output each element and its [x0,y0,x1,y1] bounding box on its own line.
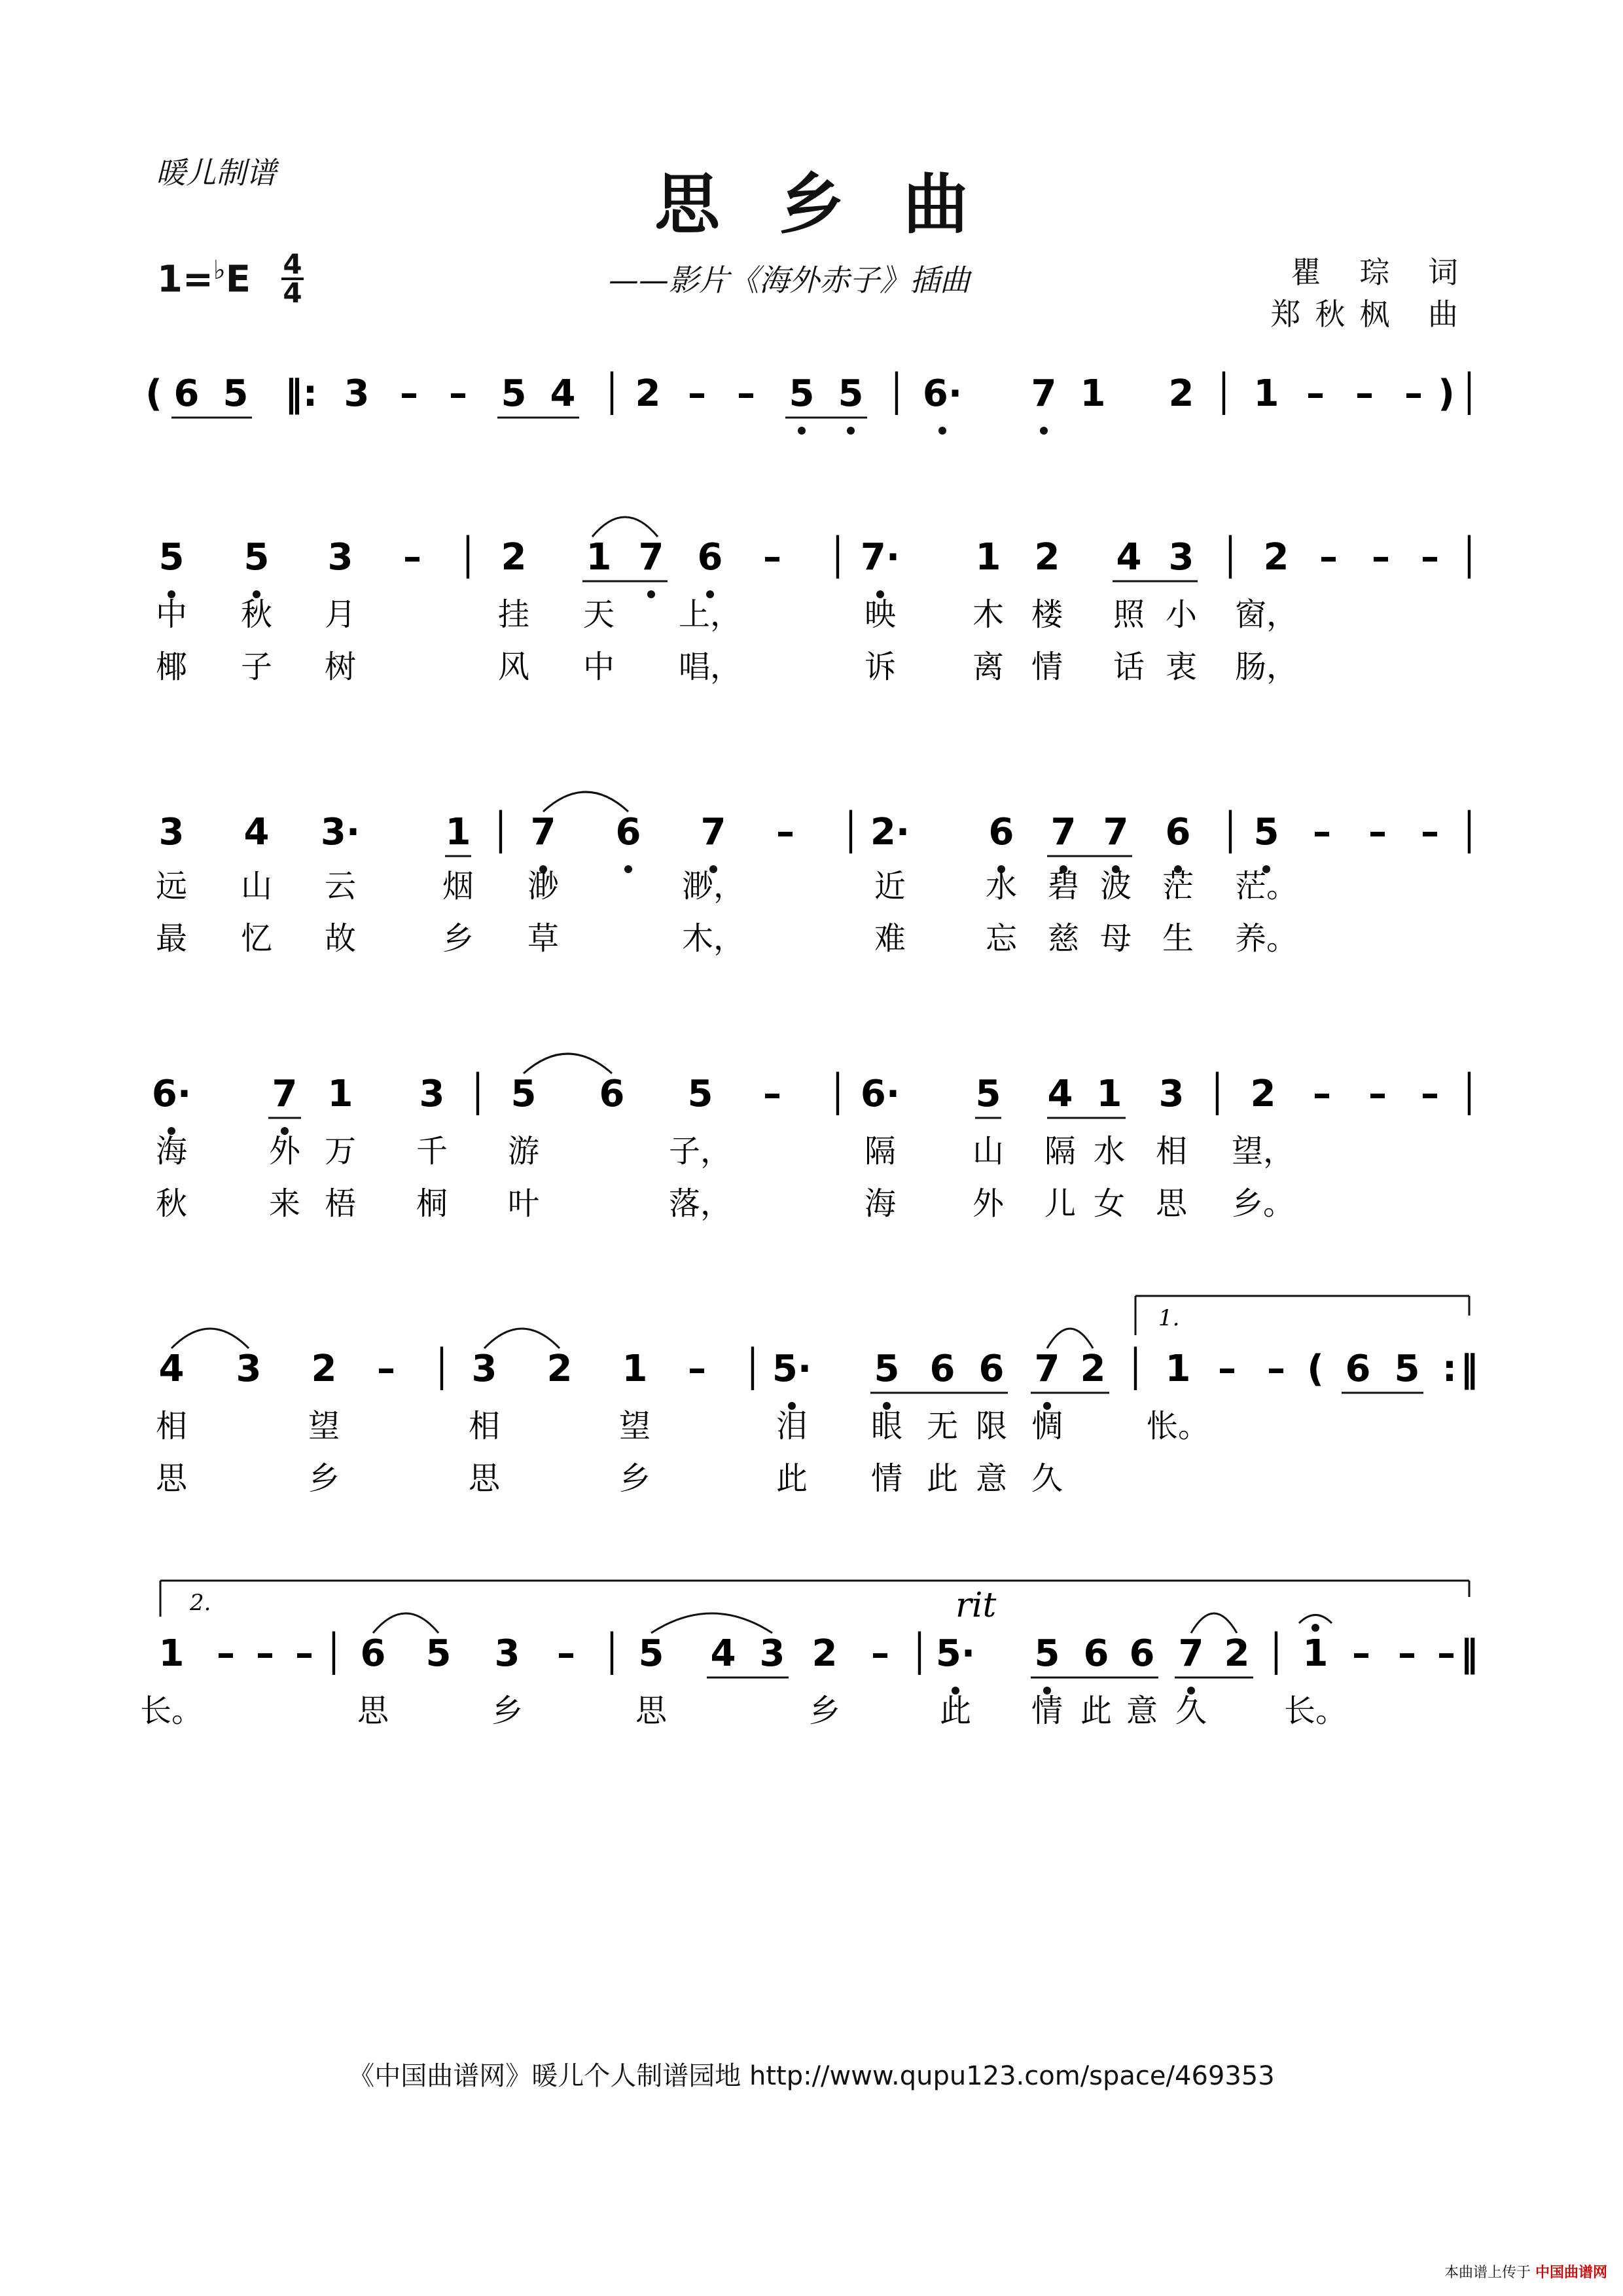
score-symbol: – [295,1632,313,1675]
song-subtitle: ——影片《海外赤子》插曲 [609,262,970,298]
lyric-char: 万 [324,1133,357,1170]
score-symbol: – [737,372,755,415]
score-symbol: – [763,1073,781,1115]
score-symbol: 6· [860,1073,901,1115]
score-symbol: 5 [425,1632,452,1675]
lyric-char: 长。 [139,1693,204,1729]
score-symbol: 1 [158,1632,185,1675]
score-symbol: 7 [638,536,664,579]
score-symbol: 1 [327,1073,353,1115]
score-symbol: 4 [1047,1073,1073,1115]
score-symbol: 4 [550,372,576,415]
score-symbol: 5 [243,536,270,579]
lyric-char: 最 [155,920,188,957]
lyric-char: 草 [527,920,560,957]
score-symbol: 2 [1168,372,1194,415]
score-symbol: – [688,1348,706,1390]
score-symbol: 1 [975,536,1001,579]
score-symbol: 5 [838,372,864,415]
score-symbol: 5 [789,372,815,415]
score-symbol: 3 [759,1632,785,1675]
score-symbol: │ [1265,1632,1287,1675]
score-symbol: 7 [1031,372,1057,415]
score-symbol: 3 [494,1632,520,1675]
score-symbol: │ [1219,536,1241,579]
lyric-char: 中 [155,596,188,633]
score-symbol: │ [601,372,623,415]
lyric-char: 木， [681,920,745,957]
octave-dot [647,590,655,598]
score-symbol: – [1306,372,1325,415]
score-symbol: 1 [1096,1073,1122,1115]
score-symbol: – [377,1348,395,1390]
octave-dot [1040,427,1048,435]
slur [543,792,628,812]
lyric-char: 此 [926,1460,959,1497]
lyric-char: 长。 [1283,1693,1347,1729]
lyric-char: 挂 [497,596,530,633]
score-symbol: 2 [1263,536,1289,579]
score-symbol: 3 [471,1348,497,1390]
score-symbol: 1 [1302,1632,1329,1675]
score-symbol: 5 [1253,811,1279,853]
score-symbol: – [1421,1073,1439,1115]
score-symbol: – [217,1632,235,1675]
score-symbol: │ [490,811,512,853]
lyric-char: 中 [582,649,615,685]
lyric-char: 来 [268,1185,301,1222]
score-symbol: 2 [1080,1348,1106,1390]
lyric-char: 情 [870,1460,903,1497]
lyric-char: 隔 [1044,1133,1077,1170]
score-symbol: – [449,372,467,415]
score-symbol: │ [1219,811,1241,853]
score-symbol: 6 [929,1348,955,1390]
lyric-char: 相 [468,1408,501,1444]
lyric-char: 海 [864,1185,897,1222]
score-symbol: 7 [530,811,556,853]
score-symbol: – [1355,372,1374,415]
lyric-char: 水 [985,868,1018,905]
slur [484,1329,560,1348]
score-symbol: 6 [988,811,1014,853]
score-symbol: 3· [320,811,361,853]
lyric-char: 故 [324,920,357,957]
lyric-char: 意 [975,1460,1008,1497]
lyric-char: 情 [1031,649,1063,685]
score-symbol: 2 [311,1348,337,1390]
score-symbol: 5 [510,1073,537,1115]
score-symbol: – [1404,372,1423,415]
lyric-char: 肠， [1234,649,1298,685]
score-symbol: 7 [1178,1632,1204,1675]
score-symbol: 5 [1034,1632,1060,1675]
score-symbol: – [1437,1632,1455,1675]
score-symbol: – [400,372,418,415]
score-symbol: 1 [1253,372,1279,415]
octave-dot [798,427,806,435]
score-symbol: │ [827,1073,849,1115]
lyric-char: 忆 [240,920,273,957]
score-symbol: 3 [1158,1073,1185,1115]
score-symbol: ( [1307,1348,1324,1390]
score-symbol: 4 [710,1632,736,1675]
lyric-char: 相 [1155,1133,1188,1170]
score-symbol: 6· [151,1073,192,1115]
score-symbol: │ [827,536,849,579]
time-signature: 4 4 [281,251,304,306]
lyric-char: 山 [240,868,273,905]
score-symbol: 3 [158,811,185,853]
lyric-char: 秋 [240,596,273,633]
lyric-char: 意 [1126,1693,1158,1729]
lyric-char: 近 [874,868,906,905]
score-symbol: 2 [1250,1073,1276,1115]
lyric-char: 茫。 [1234,868,1298,905]
lyric-char: 乡 [491,1693,524,1729]
score-symbol: 5 [638,1632,664,1675]
score-symbol: ) [1438,372,1455,415]
lyric-char: 此 [1080,1693,1113,1729]
lyric-char: 隔 [864,1133,897,1170]
lyric-char: 天 [582,596,615,633]
lyric-char: 椰 [155,649,188,685]
lyric-char: 乡 [618,1460,651,1497]
lyric-char: 思 [357,1693,389,1729]
lyric-char: 此 [776,1460,808,1497]
score-symbol: 6· [922,372,963,415]
site-watermark: 本曲谱上传于 中国曲谱网 [1444,2265,1607,2281]
score-symbol: 7 [1103,811,1129,853]
score-symbol: 2 [546,1348,573,1390]
rit-marking: rit [955,1586,997,1625]
score-symbol: – [1319,536,1338,579]
lyric-char: 思 [468,1460,501,1497]
lyric-char: 秋 [155,1185,188,1222]
lyric-char: 眼 [870,1408,903,1444]
score-symbol: 1 [445,811,471,853]
lyric-char: 外 [972,1185,1005,1222]
slur [651,1613,772,1633]
score-symbol: 5 [501,372,527,415]
score-symbol: 2 [1224,1632,1250,1675]
lyric-char: 云 [324,868,357,905]
score-symbol: – [688,372,706,415]
lyric-char: 泪 [776,1408,808,1444]
lyric-char: 楼 [1031,596,1063,633]
score-symbol: – [776,811,794,853]
score-symbol: 5· [772,1348,812,1390]
score-symbol: 4 [1116,536,1142,579]
lyric-char: 思 [1155,1185,1188,1222]
score-symbol: 2· [870,811,910,853]
score-symbol: – [1421,536,1439,579]
score-symbol: │ [431,1348,453,1390]
lyric-char: 风 [497,649,530,685]
score-symbol: 5 [223,372,249,415]
lyric-char: 山 [972,1133,1005,1170]
score-symbol: │ [601,1632,623,1675]
lyric-char: 生 [1162,920,1194,957]
lyric-char: 波 [1099,868,1132,905]
score-symbol: 2 [812,1632,838,1675]
lyric-char: 小 [1165,596,1198,633]
lyric-char: 话 [1113,649,1145,685]
lyric-char: 海 [155,1133,188,1170]
lyric-char: 思 [635,1693,668,1729]
score-symbol: – [403,536,421,579]
composer: 郑秋枫 曲 [1270,296,1472,332]
score-symbol: 5· [935,1632,976,1675]
lyric-char: 诉 [864,649,897,685]
score-symbol: – [1368,1073,1387,1115]
lyric-char: 衷 [1165,649,1198,685]
lyric-char: 怅。 [1146,1408,1210,1444]
lyric-char: 望， [1231,1133,1295,1170]
lyric-char: 情 [1031,1693,1063,1729]
score-symbol: – [1313,1073,1331,1115]
score-symbol: 5 [687,1073,713,1115]
fermata [1299,1615,1332,1624]
lyric-char: 木 [972,596,1005,633]
score-symbol: 6 [1129,1632,1155,1675]
lyric-char: 慈 [1047,920,1080,957]
score-symbol: – [256,1632,274,1675]
score-symbol: 6 [697,536,723,579]
score-symbol: 6 [1083,1632,1109,1675]
lyric-char: 梧 [324,1185,357,1222]
lyric-char: 落， [668,1185,732,1222]
lyric-char: 乡 [442,920,474,957]
lyric-char: 茫 [1162,868,1194,905]
lyric-char: 久 [1175,1693,1207,1729]
score-symbol: – [1421,811,1439,853]
lyric-char: 儿 [1044,1185,1077,1222]
lyric-char: 望 [308,1408,340,1444]
score-symbol: 5 [158,536,185,579]
lyric-char: 千 [416,1133,448,1170]
score-symbol: │ [741,1348,764,1390]
score-symbol: – [1398,1632,1416,1675]
lyric-char: 望 [618,1408,651,1444]
score-symbol: │ [1458,536,1480,579]
lyric-char: 渺 [527,868,560,905]
lyric-char: 月 [324,596,357,633]
score-symbol: 1 [1165,1348,1191,1390]
score-symbol: ‖: [284,372,318,415]
score-symbol: 6 [360,1632,386,1675]
score-symbol: 7 [1034,1348,1060,1390]
lyric-char: 难 [874,920,906,957]
lyric-char: 母 [1099,920,1132,957]
lyric-char: 桐 [416,1185,448,1222]
lyric-char: 乡 [808,1693,841,1729]
score-symbol: – [1352,1632,1370,1675]
lyric-char: 此 [939,1693,972,1729]
score-symbol: │ [840,811,862,853]
slur [171,1329,249,1348]
score-symbol: – [1267,1348,1285,1390]
lyric-char: 照 [1113,596,1145,633]
score-symbol: 7 [700,811,726,853]
lyric-char: 养。 [1234,920,1298,957]
score-symbol: │ [1458,372,1480,415]
volta-1-label: 1. [1158,1305,1180,1331]
score-symbol: 6 [599,1073,625,1115]
lyric-char: 映 [864,596,897,633]
score-symbol: 6 [1165,811,1191,853]
score-symbol: 7· [860,536,901,579]
score-symbol: │ [1206,1073,1228,1115]
lyric-char: 忘 [985,920,1018,957]
score-symbol: 2 [501,536,527,579]
octave-dot [847,427,855,435]
lyric-char: 烟 [442,868,474,905]
lyric-char: 唱， [678,649,742,685]
score-symbol: 6 [615,811,641,853]
score-symbol: – [1218,1348,1236,1390]
octave-dot [1311,1624,1319,1632]
score-symbol: – [557,1632,575,1675]
lyric-char: 水 [1093,1133,1126,1170]
score-symbol: – [871,1632,889,1675]
lyric-char: 叶 [507,1185,540,1222]
footer-text: 《中国曲谱网》暖儿个人制谱园地 http://www.qupu123.com/space/469353 [348,2061,1275,2091]
score-symbol: 6 [1345,1348,1371,1390]
score-symbol: 4 [158,1348,185,1390]
score-symbol: 3 [327,536,353,579]
lyric-char: 久 [1031,1460,1063,1497]
lyric-char: 游 [507,1133,540,1170]
slur [592,517,658,537]
lyric-char: 女 [1093,1185,1126,1222]
score-symbol: 7 [272,1073,298,1115]
score-symbol: – [1372,536,1390,579]
score-symbol: 1 [586,536,612,579]
score-symbol: 5 [975,1073,1001,1115]
maker-credit: 暖儿制谱 [156,155,276,190]
score-symbol: 1 [622,1348,648,1390]
octave-dot [938,427,946,435]
slur [373,1613,438,1633]
lyric-char: 外 [268,1133,301,1170]
score-symbol: 4 [243,811,270,853]
lyric-char: 上， [678,596,742,633]
score-symbol: – [1368,811,1387,853]
lyric-char: 远 [155,868,188,905]
lyric-char: 惆 [1031,1408,1063,1444]
score-symbol: 6 [173,372,200,415]
volta-2-label: 2. [190,1590,211,1616]
score-symbol: ( [145,372,162,415]
song-title: 思乡曲 [654,166,1027,243]
score-symbol: 5 [874,1348,900,1390]
score-symbol: : [1442,1348,1457,1390]
lyric-char: 子 [240,649,273,685]
score-symbol: 2 [635,372,661,415]
slur [1191,1613,1237,1633]
lyricist: 瞿 琮 词 [1291,255,1472,290]
score-symbol: 5 [1394,1348,1420,1390]
lyric-char: 相 [155,1408,188,1444]
lyric-char: 碧 [1047,868,1080,905]
score-symbol: │ [885,372,908,415]
lyric-char: 树 [324,649,357,685]
score-symbol: 2 [1034,536,1060,579]
lyric-char: 子， [668,1133,732,1170]
score-symbol: 6 [978,1348,1005,1390]
lyric-char: 渺， [681,868,745,905]
lyric-char: 限 [975,1408,1008,1444]
score-symbol: │ [1124,1348,1147,1390]
score-symbol: 3 [1168,536,1194,579]
score-symbol: │ [323,1632,345,1675]
score-symbol: – [763,536,781,579]
score-symbol: │ [1213,372,1235,415]
slur [1047,1329,1093,1348]
score-symbol: │ [908,1632,931,1675]
score-symbol: │ [1458,1073,1480,1115]
score-symbol: 1 [1080,372,1106,415]
lyric-char: 乡。 [1231,1185,1295,1222]
score-symbol: 3 [236,1348,262,1390]
score-symbol: │ [1458,811,1480,853]
octave-dot [624,865,632,873]
lyric-char: 离 [972,649,1005,685]
score-symbol: 3 [344,372,370,415]
lyric-char: 窗， [1234,596,1298,633]
score-symbol: – [1313,811,1331,853]
key-signature: 1=♭E [157,255,251,301]
score-symbol: ‖ [1460,1632,1478,1675]
lyric-char: 思 [155,1460,188,1497]
lyric-char: 无 [926,1408,959,1444]
score-symbol: │ [467,1073,489,1115]
score-symbol: │ [457,536,479,579]
slur [524,1054,612,1073]
lyric-char: 乡 [308,1460,340,1497]
score-symbol: ‖ [1460,1348,1478,1390]
score-symbol: 3 [419,1073,445,1115]
score-symbol: 7 [1050,811,1077,853]
